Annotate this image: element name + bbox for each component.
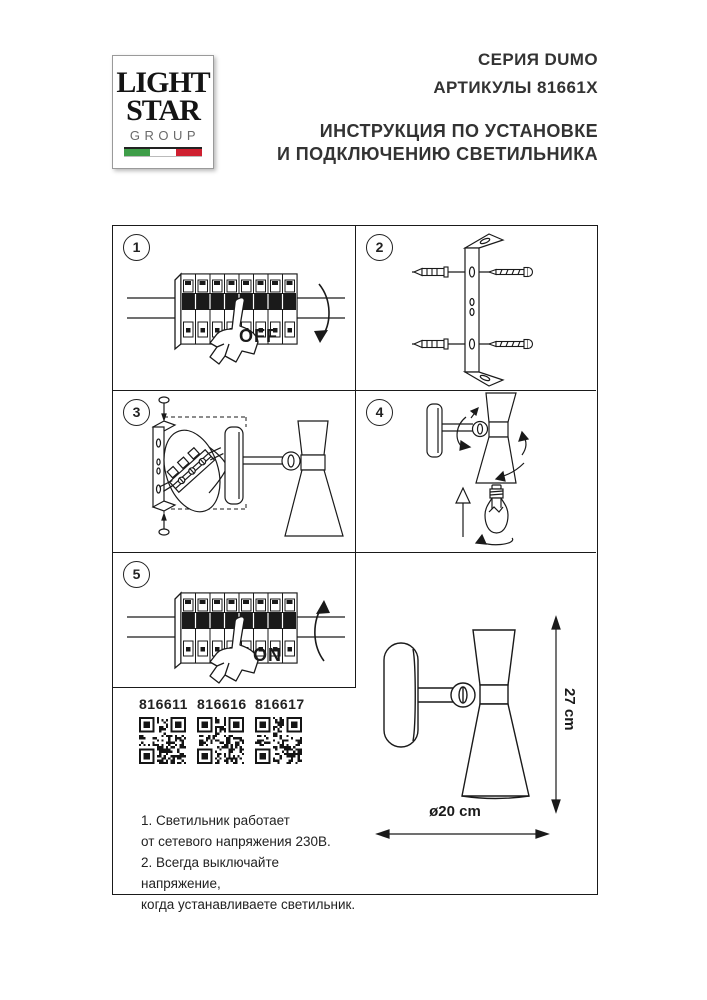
- step-4-panel: [356, 391, 596, 553]
- articles-panel: [113, 688, 356, 912]
- on-label: ON: [253, 645, 282, 665]
- note-line: когда устанавливаете светильник.: [141, 897, 356, 912]
- note-line: 2. Всегда выключайте напряжение,: [141, 855, 279, 891]
- logo-text-light: LIGHT: [116, 66, 210, 99]
- step-4-badge: 4: [366, 399, 393, 426]
- article-item: [139, 696, 186, 764]
- page-title: [277, 120, 598, 166]
- step-2-badge: 2: [366, 234, 393, 261]
- lamp-dimension-figure: [356, 553, 596, 893]
- article-code: 816616: [197, 696, 247, 712]
- flag-green-stripe: [124, 149, 150, 156]
- step-1-badge: 1: [123, 234, 150, 261]
- title-line-1: ИНСТРУКЦИЯ ПО УСТАНОВКЕ: [319, 121, 598, 141]
- height-dimension-label: 27 cm: [561, 688, 578, 731]
- italy-flag-icon: [124, 147, 202, 157]
- dimension-drawing-panel: [356, 553, 596, 893]
- safety-notes: [141, 810, 356, 915]
- lightstar-logo: [112, 55, 214, 169]
- step-2-panel: [356, 226, 596, 391]
- step-5-badge: 5: [123, 561, 150, 588]
- diameter-dimension-label: ø20 cm: [429, 803, 481, 820]
- off-arrow-icon: [314, 284, 329, 343]
- step-1-panel: [113, 226, 356, 391]
- bulb-icon: [485, 485, 508, 533]
- article-item: [255, 696, 305, 764]
- article-code: 816611: [139, 696, 188, 712]
- lamp-assembly-figure: [356, 391, 596, 553]
- qr-code-icon: [139, 717, 186, 764]
- article-item: [197, 696, 247, 764]
- note-line: от сетевого напряжения 230В.: [141, 834, 331, 849]
- screw-icons: [489, 268, 533, 349]
- on-arrow-icon: [315, 600, 330, 661]
- step-3-badge: 3: [123, 399, 150, 426]
- note-line: 1. Светильник работает: [141, 813, 290, 828]
- flag-white-stripe: [150, 149, 176, 156]
- articles-title: АРТИКУЛЫ 81661X: [433, 78, 598, 97]
- flag-red-stripe: [176, 149, 202, 156]
- article-code: 816617: [255, 696, 305, 712]
- article-list: [139, 696, 305, 764]
- breaker-off-figure: [125, 252, 350, 384]
- series-title: СЕРИЯ DUMO: [477, 50, 598, 69]
- title-line-2: И ПОДКЛЮЧЕНИЮ СВЕТИЛЬНИКА: [277, 144, 598, 164]
- wall-anchor-icons: [414, 267, 448, 349]
- qr-code-icon: [255, 717, 302, 764]
- logo-text-star: STAR: [126, 94, 200, 127]
- logo-text-group: GROUP: [129, 128, 201, 143]
- wiring-figure: [113, 391, 356, 553]
- diameter-dimension-arrow: [377, 830, 548, 838]
- step-3-panel: [113, 391, 356, 553]
- mounting-bracket-figure: [356, 226, 596, 391]
- series-block: [433, 46, 598, 102]
- breaker-on-figure: [125, 571, 350, 703]
- steps-grid: [112, 225, 598, 912]
- off-label: OFF: [239, 326, 278, 346]
- height-dimension-arrow: [552, 617, 560, 812]
- step-5-panel: [113, 553, 356, 688]
- screw-in-arrow-icon: [476, 535, 513, 545]
- insert-arrow-icon: [456, 488, 470, 537]
- qr-code-icon: [197, 717, 244, 764]
